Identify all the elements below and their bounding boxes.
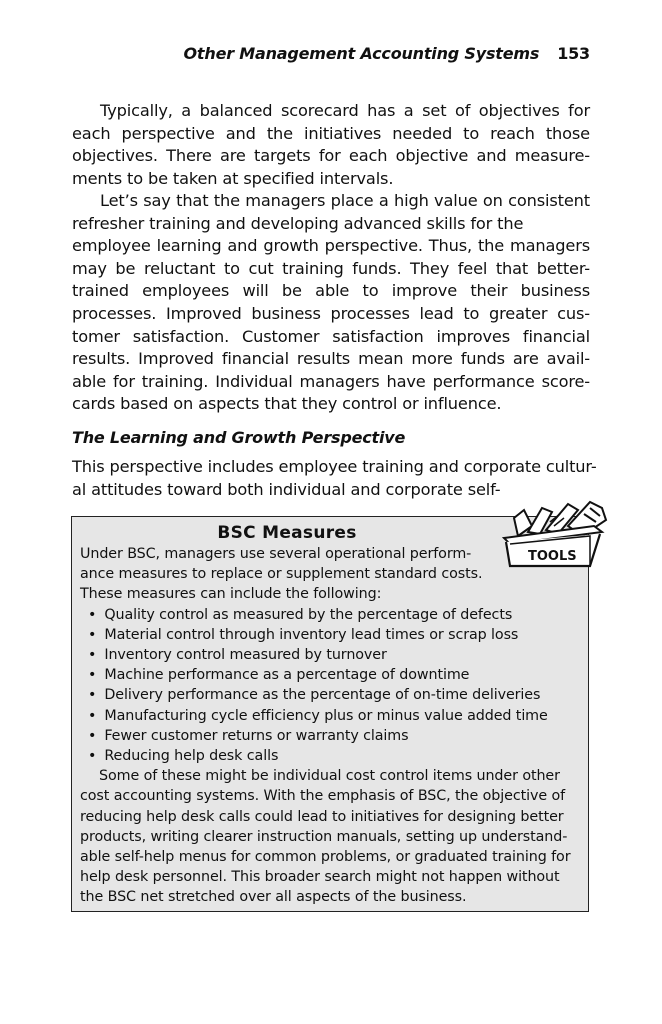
text-line: ments to be taken at specified intervals. (72, 168, 394, 188)
sidebar-closing-line: products, writing clearer instruction manuals, setting up understand- (80, 828, 568, 845)
list-item: • Reducing help desk calls (80, 746, 575, 766)
text-line: may be reluctant to cut training funds. They feel that better- (72, 258, 590, 278)
sidebar-intro-line: ance measures to replace or supplement standard costs. (80, 566, 483, 583)
list-item: • Machine performance as a percentage of downtime (80, 665, 575, 685)
text-line: Typically, a balanced scorecard has a set of objectives for (100, 101, 590, 120)
running-title: Other Management Accounting Systems (183, 44, 540, 63)
text-line: trained employees will be able to improve their business (72, 281, 590, 301)
text-line: refresher training and developing advanced skills for the (72, 213, 524, 233)
text-line: results. Improved financial results mean more funds are avail- (72, 349, 590, 369)
sidebar-closing-line: the BSC net stretched over all aspects of the business. (80, 889, 467, 906)
text-line: each perspective and the initiatives needed to reach those (72, 123, 590, 143)
sidebar-closing-line: Some of these might be individual cost control items under other (99, 768, 560, 785)
section-heading: The Learning and Growth Perspective (72, 428, 406, 447)
running-header (0, 44, 590, 63)
text-line: objectives. There are targets for each objective and measure- (72, 146, 590, 166)
list-item: • Fewer customer returns or warranty claims (80, 726, 575, 746)
text-line: al attitudes toward both individual and corporate self- (72, 479, 501, 499)
text-line: tomer satisfaction. Customer satisfaction improves financial (72, 326, 590, 346)
paragraph-2 (72, 190, 590, 416)
list-item: • Quality control as measured by the percentage of defects (80, 605, 575, 625)
sidebar-closing-line: help desk personnel. This broader search might not happen without (80, 869, 560, 886)
text-line: This perspective includes employee training and corporate cultur- (72, 457, 597, 476)
text-line: Let’s say that the managers place a high value on consistent (100, 191, 590, 210)
text-line: able for training. Individual managers have performance score- (72, 371, 590, 391)
page-number: 153 (557, 44, 590, 63)
sidebar-body (80, 544, 575, 908)
text-line: employee learning and growth perspective. Thus, the managers (72, 236, 590, 256)
sidebar-closing-line: able self-help menus for common problems, or graduated training for (80, 849, 571, 866)
sidebar-closing-line: reducing help desk calls could lead to initiatives for designing better (80, 808, 564, 825)
sidebar-intro-line: Under BSC, managers use several operational perform- (80, 546, 472, 562)
sidebar-title: BSC Measures (217, 523, 357, 543)
list-item: • Inventory control measured by turnover (80, 645, 575, 665)
paragraph-3 (72, 456, 597, 501)
paragraph-1 (72, 100, 590, 190)
list-item: • Manufacturing cycle efficiency plus or minus value added time (80, 706, 575, 726)
list-item: • Material control through inventory lead times or scrap loss (80, 625, 575, 645)
text-line: processes. Improved business processes lead to greater cus- (72, 303, 590, 323)
sidebar-closing-line: cost accounting systems. With the emphasis of BSC, the objective of (80, 788, 566, 805)
toolbox-icon (498, 496, 610, 568)
toolbox-label: TOOLS (528, 549, 577, 564)
list-item: • Delivery performance as the percentage of on-time deliveries (80, 685, 575, 705)
text-line: cards based on aspects that they control or influence. (72, 394, 502, 414)
sidebar-intro-line: These measures can include the following: (80, 586, 382, 603)
